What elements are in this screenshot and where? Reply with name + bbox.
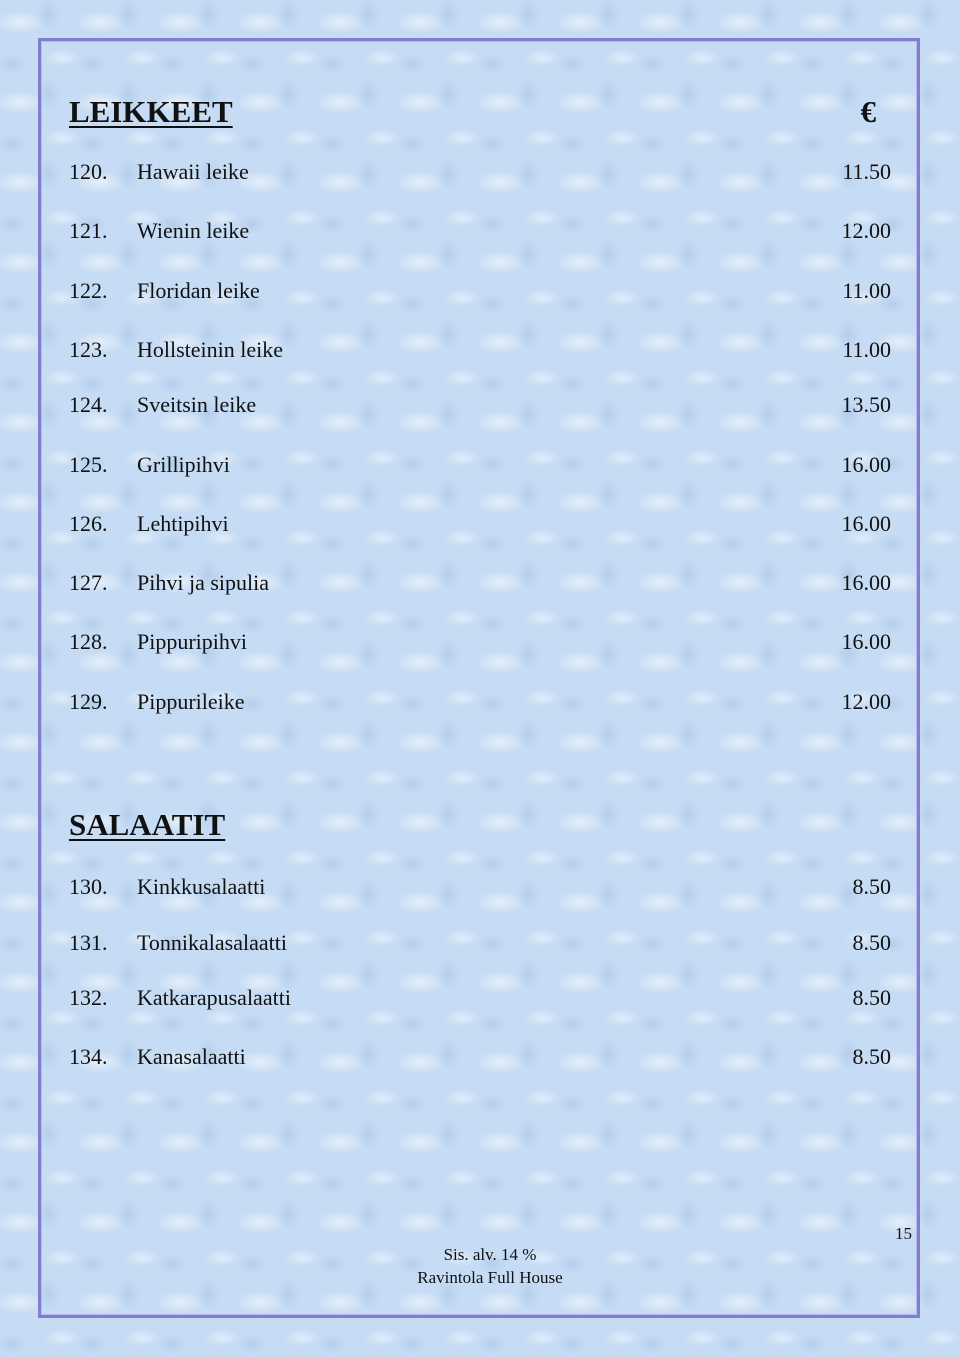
item-price: 8.50	[852, 874, 891, 899]
item-number: 123.	[69, 337, 108, 362]
menu-item	[69, 627, 891, 657]
item-name: Sveitsin leike	[137, 392, 257, 417]
item-price: 8.50	[852, 930, 891, 955]
item-number: 127.	[69, 570, 108, 595]
item-name: Pippurileike	[137, 689, 245, 714]
item-number: 134.	[69, 1044, 108, 1069]
section-title-salaatit: SALAATIT	[69, 807, 226, 842]
item-name: Pippuripihvi	[137, 629, 248, 654]
item-name: Hollsteinin leike	[137, 337, 284, 362]
menu-item	[69, 276, 891, 306]
menu-item	[69, 1042, 891, 1072]
item-name: Katkarapusalaatti	[137, 985, 291, 1010]
vat-note: Sis. alv. 14 %	[443, 1245, 537, 1264]
item-number: 124.	[69, 392, 108, 417]
item-number: 130.	[69, 874, 108, 899]
section-title-leikkeet: LEIKKEET	[69, 94, 233, 129]
item-number: 132.	[69, 985, 108, 1010]
item-price: 16.00	[841, 511, 891, 536]
item-price: 11.00	[842, 278, 891, 303]
item-number: 131.	[69, 930, 108, 955]
menu-item	[69, 983, 891, 1013]
menu-item	[69, 872, 891, 902]
item-price: 13.50	[841, 392, 891, 417]
item-price: 12.00	[841, 689, 891, 714]
restaurant-name: Ravintola Full House	[417, 1268, 563, 1287]
menu-item	[69, 335, 891, 365]
item-number: 126.	[69, 511, 108, 536]
item-price: 11.50	[842, 159, 891, 184]
item-number: 121.	[69, 218, 108, 243]
item-name: Kinkkusalaatti	[137, 874, 266, 899]
item-price: 12.00	[841, 218, 891, 243]
item-number: 128.	[69, 629, 108, 654]
currency-symbol: €	[860, 94, 876, 129]
item-price: 8.50	[852, 1044, 891, 1069]
item-number: 125.	[69, 452, 108, 477]
item-price: 11.00	[842, 337, 891, 362]
menu-item	[69, 390, 891, 420]
item-name: Wienin leike	[137, 218, 250, 243]
menu-item	[69, 928, 891, 958]
page-number: 15	[895, 1224, 912, 1243]
menu-item	[69, 216, 891, 246]
item-name: Tonnikalasalaatti	[137, 930, 287, 955]
item-number: 122.	[69, 278, 108, 303]
item-name: Hawaii leike	[137, 159, 249, 184]
item-name: Grillipihvi	[137, 452, 230, 477]
item-number: 129.	[69, 689, 108, 714]
item-name: Kanasalaatti	[137, 1044, 246, 1069]
menu-item	[69, 157, 891, 187]
menu-item	[69, 509, 891, 539]
item-name: Lehtipihvi	[137, 511, 229, 536]
menu-item	[69, 568, 891, 598]
menu-item	[69, 687, 891, 717]
item-price: 16.00	[841, 629, 891, 654]
item-price: 16.00	[841, 570, 891, 595]
item-name: Floridan leike	[137, 278, 260, 303]
item-number: 120.	[69, 159, 108, 184]
item-price: 8.50	[852, 985, 891, 1010]
item-price: 16.00	[841, 452, 891, 477]
item-name: Pihvi ja sipulia	[137, 570, 269, 595]
menu-item	[69, 450, 891, 480]
